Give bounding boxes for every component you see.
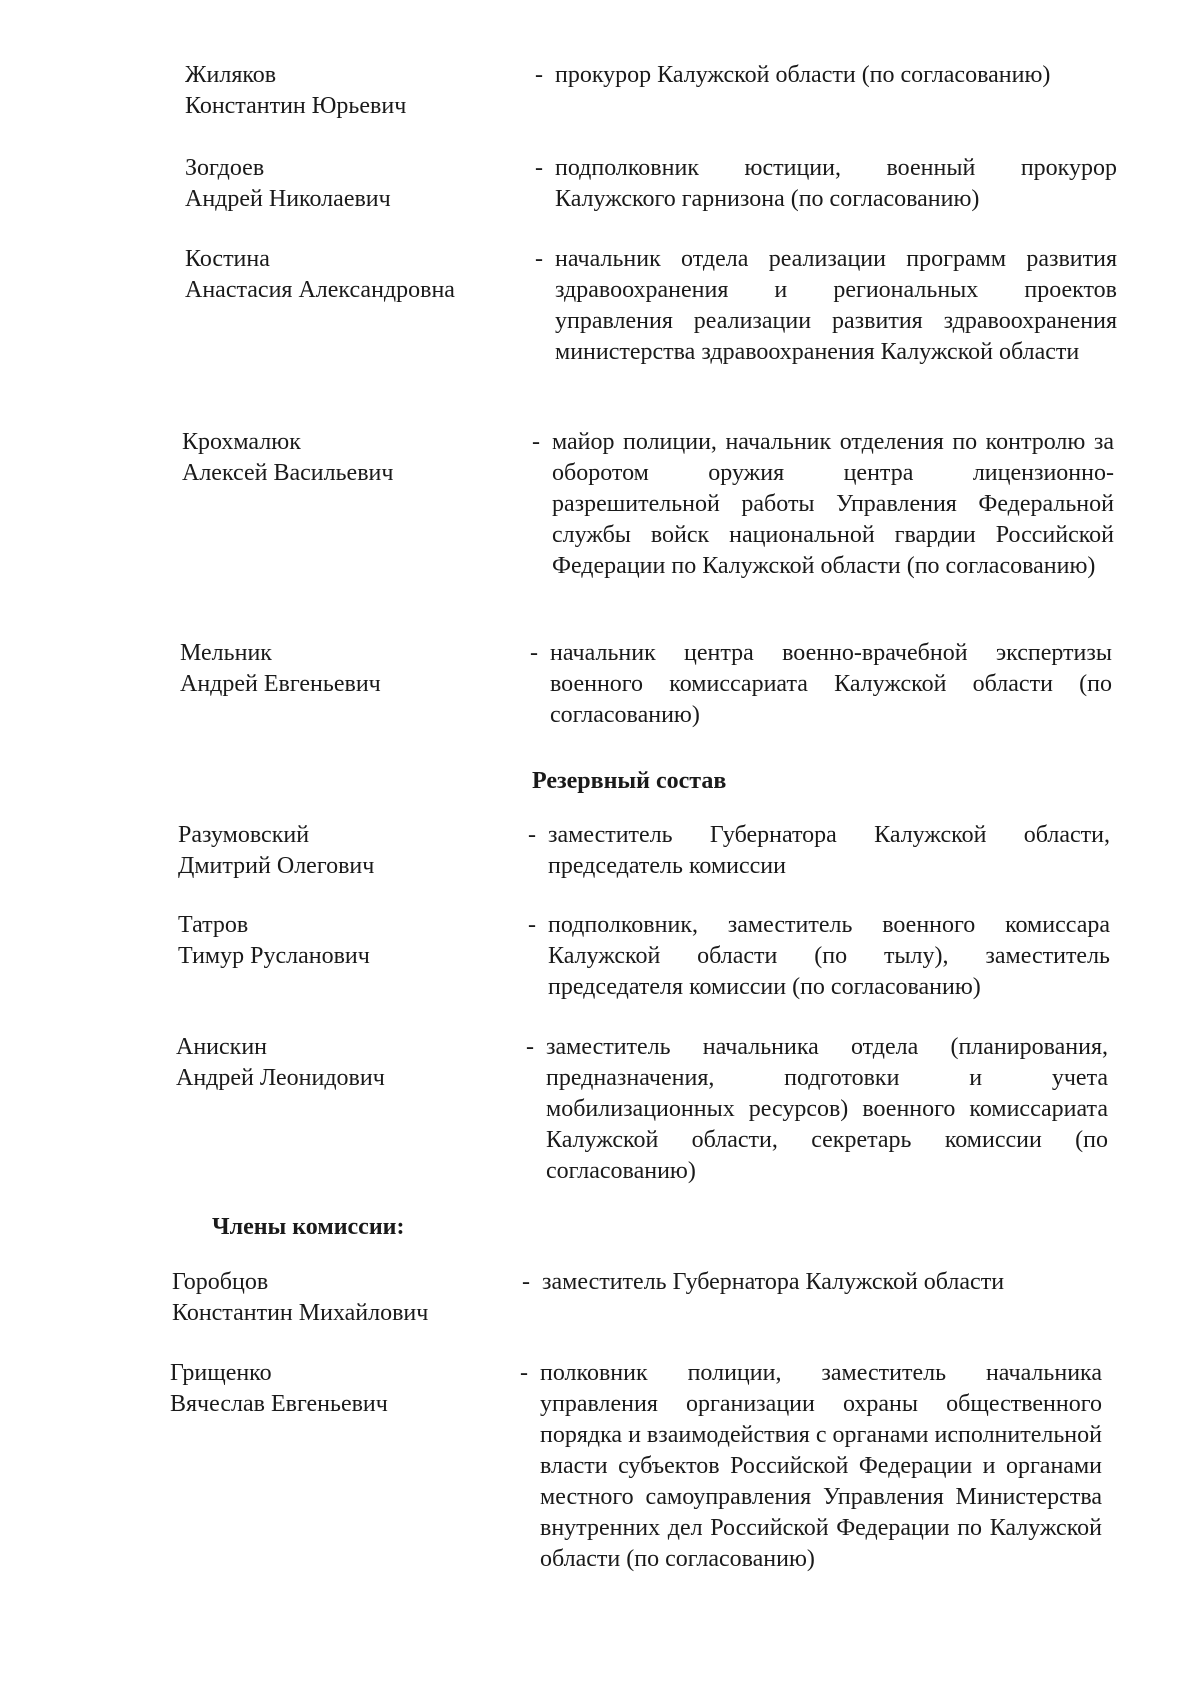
- person-surname: Крохмалюк: [182, 429, 301, 455]
- dash-separator: -: [522, 1269, 530, 1295]
- person-name: [176, 1032, 506, 1094]
- person-position: начальник отдела реализации программ развития здравоохранения и региональных проектов управления реализации развития здравоохранения министерства здравоохранения Калужской области: [555, 246, 1117, 365]
- dash-separator: -: [528, 822, 536, 848]
- person-surname: Жиляков: [185, 62, 277, 88]
- person-position: полковник полиции, заместитель начальника управления организации охраны общественного порядка и взаимодействия с органами исполнительной власти субъектов Российской Федерации и органами местного самоуправления Управления Министерства внутренних дел Российской Федерации по Калужской области (по согласованию): [540, 1360, 1102, 1572]
- section-heading-members: Члены комиссии:: [212, 1214, 405, 1240]
- person-given-name: Андрей Евгеньевич: [180, 671, 381, 697]
- person-surname: Костина: [185, 246, 270, 272]
- person-surname: Горобцов: [172, 1269, 269, 1295]
- person-given-name: Анастасия Александровна: [185, 277, 455, 303]
- person-name: [178, 910, 508, 972]
- person-surname: Грищенко: [170, 1360, 272, 1386]
- dash-separator: -: [535, 62, 543, 88]
- dash-separator: -: [532, 429, 540, 455]
- person-position: заместитель Губернатора Калужской области: [542, 1269, 1005, 1295]
- person-name: [185, 60, 515, 122]
- person-position: заместитель Губернатора Калужской области, председатель комиссии: [548, 822, 1110, 879]
- person-name: [185, 244, 515, 306]
- person-given-name: Алексей Васильевич: [182, 460, 394, 486]
- person-name: [180, 638, 510, 700]
- person-surname: Мельник: [180, 640, 272, 666]
- dash-separator: -: [520, 1360, 528, 1386]
- person-given-name: Тимур Русланович: [178, 943, 370, 969]
- person-position: подполковник юстиции, военный прокурор Калужского гарнизона (по согласованию): [555, 155, 1117, 212]
- person-given-name: Вячеслав Евгеньевич: [170, 1391, 388, 1417]
- dash-separator: -: [535, 155, 543, 181]
- person-surname: Зогдоев: [185, 155, 265, 181]
- dash-separator: -: [530, 640, 538, 666]
- person-given-name: Андрей Николаевич: [185, 186, 391, 212]
- person-name: [172, 1267, 502, 1329]
- person-name: [170, 1358, 500, 1420]
- section-heading-reserve: Резервный состав: [532, 768, 727, 794]
- person-given-name: Константин Михайлович: [172, 1300, 429, 1326]
- person-position: начальник центра военно-врачебной экспертизы военного комиссариата Калужской области (по согласованию): [550, 640, 1112, 728]
- person-surname: Анискин: [176, 1034, 268, 1060]
- dash-separator: -: [535, 246, 543, 272]
- person-name: [178, 820, 508, 882]
- dash-separator: -: [528, 912, 536, 938]
- person-surname: Разумовский: [178, 822, 310, 848]
- person-given-name: Андрей Леонидович: [176, 1065, 385, 1091]
- person-name: [185, 153, 515, 215]
- person-surname: Татров: [178, 912, 249, 938]
- person-position: майор полиции, начальник отделения по контролю за оборотом оружия центра лицензионно-разрешительной работы Управления Федеральной службы войск национальной гвардии Российской Федерации по Калужской области (по согласованию): [552, 429, 1114, 579]
- person-position: заместитель начальника отдела (планирования, предназначения, подготовки и учета мобилизационных ресурсов) военного комиссариата Калужской области, секретарь комиссии (по согласованию): [546, 1034, 1108, 1184]
- person-given-name: Константин Юрьевич: [185, 93, 407, 119]
- dash-separator: -: [526, 1034, 534, 1060]
- person-position: подполковник, заместитель военного комиссара Калужской области (по тылу), заместитель председателя комиссии (по согласованию): [548, 912, 1110, 1000]
- person-position: прокурор Калужской области (по согласованию): [555, 62, 1051, 88]
- person-name: [182, 427, 512, 489]
- person-given-name: Дмитрий Олегович: [178, 853, 375, 879]
